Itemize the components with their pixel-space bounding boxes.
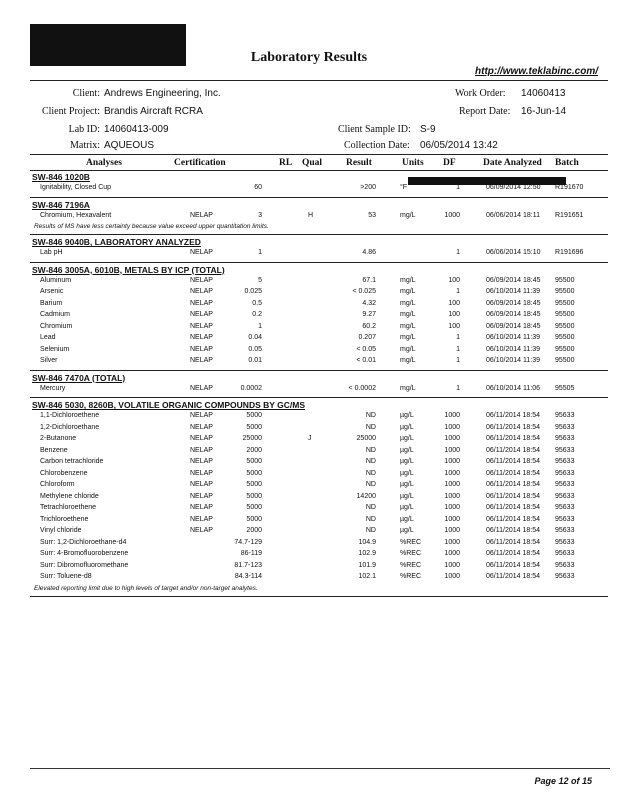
section-title: SW-846 5030, 8260B, VOLATILE ORGANIC COMPOUNDS BY GC/MS <box>32 400 305 410</box>
units: µg/L <box>400 446 414 454</box>
certification: NELAP <box>190 527 213 534</box>
table-row <box>0 539 618 550</box>
dilution-factor: 1 <box>456 357 460 364</box>
result-value: < 0.05 <box>356 345 376 353</box>
analyte-name: 1,1-Dichloroethene <box>40 412 100 419</box>
result-value: ND <box>365 527 376 534</box>
section-title: SW-846 9040B, LABORATORY ANALYZED <box>32 237 201 247</box>
dilution-factor: 1000 <box>444 561 460 569</box>
units: mg/L <box>400 384 416 392</box>
date-analyzed: 06/11/2014 18:54 <box>486 469 540 477</box>
analyte-name: Chloroform <box>40 481 75 488</box>
analyte-name: Methylene chloride <box>40 492 99 500</box>
reporting-limit: 5000 <box>246 481 262 488</box>
batch-id: 95633 <box>555 481 575 488</box>
batch-id: 95633 <box>555 550 575 557</box>
dilution-factor: 1000 <box>444 211 460 219</box>
result-value: 9.27 <box>362 311 376 318</box>
units: µg/L <box>400 412 414 419</box>
batch-id: 95500 <box>555 345 575 353</box>
reporting-limit: 0.025 <box>244 288 262 295</box>
units: µg/L <box>400 504 414 511</box>
report-date-label: Report Date: <box>459 106 511 117</box>
batch-id: R191696 <box>555 249 584 256</box>
result-value: 53 <box>368 211 376 219</box>
reporting-limit: 0.0002 <box>240 384 262 392</box>
date-analyzed: 06/11/2014 18:54 <box>486 561 540 569</box>
units: µg/L <box>400 481 414 488</box>
date-analyzed: 06/10/2014 11:39 <box>486 288 540 295</box>
reporting-limit: 1 <box>258 249 262 256</box>
date-analyzed: 06/09/2014 18:45 <box>486 311 541 318</box>
result-value: ND <box>365 504 376 511</box>
certification: NELAP <box>190 481 213 488</box>
result-value: ND <box>365 469 376 477</box>
certification: NELAP <box>190 469 213 477</box>
header-top-rule <box>30 154 608 155</box>
section-divider <box>30 370 608 371</box>
certification: NELAP <box>190 492 213 500</box>
date-analyzed: 06/10/2014 11:39 <box>486 357 540 364</box>
date-analyzed: 06/09/2014 18:45 <box>486 276 541 284</box>
batch-id: 95500 <box>555 334 575 341</box>
table-row <box>0 385 618 396</box>
section-divider <box>30 596 608 597</box>
table-row <box>0 412 618 423</box>
result-value: 104.9 <box>358 538 376 546</box>
reporting-limit: 0.05 <box>248 345 262 353</box>
result-value: 60.2 <box>362 322 376 330</box>
batch-id: 95633 <box>555 573 575 580</box>
batch-id: 95633 <box>555 469 575 477</box>
result-value: ND <box>365 458 376 465</box>
date-analyzed: 06/10/2014 11:39 <box>486 334 540 341</box>
table-row <box>0 249 618 260</box>
table-row <box>0 300 618 311</box>
certification: NELAP <box>190 322 213 330</box>
reporting-limit: 5000 <box>246 412 262 419</box>
dilution-factor: 1000 <box>444 446 460 454</box>
client-value: Andrews Engineering, Inc. <box>104 88 221 99</box>
table-row <box>0 357 618 368</box>
analyte-name: Surr: Toluene-d8 <box>40 573 92 580</box>
result-value: ND <box>365 515 376 523</box>
units: µg/L <box>400 515 414 523</box>
reporting-limit: 1 <box>258 322 262 330</box>
reporting-limit: 0.5 <box>252 299 262 307</box>
analyte-name: Aluminum <box>40 276 72 284</box>
qualifier: H <box>308 211 314 219</box>
table-row <box>0 346 618 357</box>
analyte-name: Barium <box>40 299 63 307</box>
date-analyzed: 06/11/2014 18:54 <box>486 527 540 534</box>
dilution-factor: 1 <box>456 288 460 295</box>
date-analyzed: 06/11/2014 18:54 <box>486 538 540 546</box>
result-value: ND <box>365 423 376 431</box>
analyte-name: Surr: Dibromofluoromethane <box>40 561 129 569</box>
col-units: Units <box>402 158 424 168</box>
certification: NELAP <box>190 458 213 465</box>
date-analyzed: 06/11/2014 18:54 <box>486 573 540 580</box>
batch-id: 95633 <box>555 527 575 534</box>
section-divider <box>30 262 608 263</box>
units: µg/L <box>400 492 414 500</box>
dilution-factor: 1000 <box>444 515 460 523</box>
units: mg/L <box>400 357 416 364</box>
reporting-limit: 60 <box>254 184 262 191</box>
dilution-factor: 1 <box>456 334 460 341</box>
batch-id: 95500 <box>555 311 575 318</box>
analyte-name: Vinyl chloride <box>40 527 82 534</box>
analyte-name: Selenium <box>40 345 70 353</box>
certification: NELAP <box>190 504 213 511</box>
sample-id-label: Client Sample ID: <box>338 124 411 135</box>
result-value: 25000 <box>356 435 376 442</box>
reporting-limit: 74.7-129 <box>234 538 262 546</box>
matrix-value: AQUEOUS <box>104 140 155 151</box>
result-value: < 0.0002 <box>348 384 376 392</box>
section-note: Elevated reporting limit due to high levels of target and/or non-target analytes. <box>34 584 258 592</box>
certification: NELAP <box>190 357 213 364</box>
date-analyzed: 06/11/2014 18:54 <box>486 550 540 557</box>
collection-value: 06/05/2014 13:42 <box>420 140 498 151</box>
section-title: SW-846 7470A (TOTAL) <box>32 372 126 383</box>
reporting-limit: 0.04 <box>248 334 262 341</box>
result-value: 14200 <box>356 492 376 500</box>
result-value: 102.9 <box>358 550 376 557</box>
batch-id: 95633 <box>555 412 575 419</box>
certification: NELAP <box>190 334 213 341</box>
reporting-limit: 86-119 <box>240 550 262 557</box>
table-row <box>0 470 618 481</box>
table-row <box>0 424 618 435</box>
col-certification: Certification <box>174 158 226 168</box>
batch-id: R191670 <box>555 184 584 191</box>
batch-id: R191651 <box>555 211 584 219</box>
reporting-limit: 5000 <box>246 469 262 477</box>
sample-id-value: S-9 <box>420 124 436 135</box>
dilution-factor: 1000 <box>444 481 460 488</box>
reporting-limit: 5000 <box>246 458 262 465</box>
date-analyzed: 06/10/2014 11:06 <box>486 384 540 392</box>
col-rl: RL <box>279 158 293 168</box>
units: %REC <box>400 573 422 580</box>
dilution-factor: 1000 <box>444 573 460 580</box>
col-result: Result <box>346 158 372 168</box>
dilution-factor: 100 <box>448 276 460 284</box>
units: mg/L <box>400 322 416 330</box>
analyte-name: Cadmium <box>40 311 70 318</box>
dilution-factor: 1000 <box>444 492 460 500</box>
units: mg/L <box>400 288 416 295</box>
certification: NELAP <box>190 515 213 523</box>
analyte-name: Tetrachloroethene <box>40 504 97 511</box>
analyte-name: Silver <box>40 357 58 364</box>
table-row <box>0 184 618 195</box>
date-analyzed: 06/09/2014 12:50 <box>486 184 541 191</box>
analyte-name: Ignitability, Closed Cup <box>40 184 112 191</box>
section-title: SW-846 1020B <box>32 172 90 182</box>
batch-id: 95633 <box>555 435 575 442</box>
units: %REC <box>400 561 422 569</box>
certification: NELAP <box>190 288 213 295</box>
date-analyzed: 06/11/2014 18:54 <box>486 446 540 454</box>
table-row <box>0 212 618 223</box>
reporting-limit: 5000 <box>246 504 262 511</box>
result-value: 101.9 <box>358 561 376 569</box>
reporting-limit: 0.2 <box>252 311 262 318</box>
date-analyzed: 06/11/2014 18:54 <box>486 423 540 431</box>
certification: NELAP <box>190 423 213 431</box>
project-value: Brandis Aircraft RCRA <box>104 106 203 117</box>
units: °F <box>400 184 408 191</box>
units: µg/L <box>400 469 414 477</box>
analyte-name: Trichloroethene <box>40 515 89 523</box>
batch-id: 95633 <box>555 423 575 431</box>
table-row <box>0 504 618 515</box>
certification: NELAP <box>190 211 213 219</box>
dilution-factor: 1000 <box>444 435 460 442</box>
dilution-factor: 1000 <box>444 504 460 511</box>
dilution-factor: 1000 <box>444 527 460 534</box>
analyte-name: 2-Butanone <box>40 435 77 442</box>
table-row <box>0 311 618 322</box>
batch-id: 95505 <box>555 384 575 392</box>
col-qual: Qual <box>302 158 323 168</box>
project-label: Client Project: <box>41 106 100 117</box>
analyte-name: Lead <box>40 334 56 341</box>
page-title: Laboratory Results <box>250 50 368 65</box>
reporting-limit: 5 <box>258 276 262 284</box>
result-value: < 0.01 <box>356 357 376 364</box>
col-analyses: Analyses <box>86 158 122 168</box>
dilution-factor: 100 <box>448 299 460 307</box>
table-row <box>0 527 618 538</box>
lab-id-label: Lab ID: <box>68 124 100 135</box>
date-analyzed: 06/06/2014 18:11 <box>486 211 540 219</box>
certification: NELAP <box>190 446 213 454</box>
certification: NELAP <box>190 311 213 318</box>
result-value: 102.1 <box>358 573 376 580</box>
table-row <box>0 323 618 334</box>
result-value: ND <box>365 412 376 419</box>
units: mg/L <box>400 299 416 307</box>
certification: NELAP <box>190 276 213 284</box>
batch-id: 95633 <box>555 492 575 500</box>
dilution-factor: 1000 <box>444 550 460 557</box>
batch-id: 95500 <box>555 276 575 284</box>
batch-id: 95633 <box>555 504 575 511</box>
reporting-limit: 5000 <box>246 515 262 523</box>
dilution-factor: 1 <box>456 249 460 256</box>
analyte-name: Surr: 4-Bromofluorobenzene <box>40 550 129 557</box>
date-analyzed: 06/06/2014 15:10 <box>486 249 541 256</box>
result-value: ND <box>365 481 376 488</box>
units: mg/L <box>400 211 416 219</box>
reporting-limit: 81.7-123 <box>234 561 262 569</box>
batch-id: 95633 <box>555 458 575 465</box>
collection-label: Collection Date: <box>344 140 410 151</box>
reporting-limit: 5000 <box>246 423 262 431</box>
dilution-factor: 1000 <box>444 412 460 419</box>
qualifier: J <box>308 435 312 442</box>
table-row <box>0 481 618 492</box>
col-date-analyzed: Date Analyzed <box>483 158 542 168</box>
website-link[interactable]: http://www.teklabinc.com/ <box>475 66 598 77</box>
page-number: Page 12 of 15 <box>534 776 592 786</box>
table-row <box>0 458 618 469</box>
units: %REC <box>400 538 422 546</box>
analyte-name: Chromium <box>40 322 73 330</box>
analyte-name: Lab pH <box>40 249 63 256</box>
date-analyzed: 06/09/2014 18:45 <box>486 322 541 330</box>
section-title: SW-846 7196A <box>32 199 90 210</box>
units: µg/L <box>400 423 414 431</box>
divider <box>30 80 608 81</box>
table-row <box>0 516 618 527</box>
date-analyzed: 06/11/2014 18:54 <box>486 481 540 488</box>
batch-id: 95633 <box>555 515 575 523</box>
units: µg/L <box>400 435 414 442</box>
client-label: Client: <box>72 88 100 99</box>
table-row <box>0 435 618 446</box>
reporting-limit: 0.01 <box>248 357 262 364</box>
dilution-factor: 100 <box>448 322 460 330</box>
date-analyzed: 06/11/2014 18:54 <box>486 504 540 511</box>
reporting-limit: 2000 <box>246 527 262 534</box>
certification: NELAP <box>190 384 213 392</box>
table-row <box>0 277 618 288</box>
analyte-name: Surr: 1,2-Dichloroethane-d4 <box>40 538 127 546</box>
table-row <box>0 334 618 345</box>
work-order-value: 14060413 <box>521 88 566 99</box>
result-value: 0.207 <box>358 334 376 341</box>
section-divider <box>30 197 608 198</box>
units: µg/L <box>400 458 414 465</box>
lab-id-value: 14060413-009 <box>104 124 169 135</box>
batch-id: 95500 <box>555 299 575 307</box>
analyte-name: Chlorobenzene <box>40 469 88 477</box>
table-row <box>0 550 618 561</box>
units: mg/L <box>400 276 416 284</box>
result-value: 4.32 <box>362 299 376 307</box>
units: %REC <box>400 550 422 557</box>
dilution-factor: 1000 <box>444 538 460 546</box>
work-order-label: Work Order: <box>455 88 506 99</box>
date-analyzed: 06/09/2014 18:45 <box>486 299 541 307</box>
date-analyzed: 06/11/2014 18:54 <box>486 412 540 419</box>
reporting-limit: 3 <box>258 211 262 219</box>
certification: NELAP <box>190 345 213 353</box>
section-divider <box>30 397 608 398</box>
section-note: Results of MS have less certainty because value exceed upper quantitation limits. <box>34 223 269 230</box>
dilution-factor: 1000 <box>444 423 460 431</box>
result-value: ND <box>365 446 376 454</box>
section-title: SW-846 3005A, 6010B, METALS BY ICP (TOTAL) <box>32 264 225 275</box>
certification: NELAP <box>190 435 213 442</box>
result-value: 4.86 <box>362 249 376 256</box>
analyte-name: Carbon tetrachloride <box>40 458 104 465</box>
units: mg/L <box>400 345 416 353</box>
date-analyzed: 06/11/2014 18:54 <box>486 435 540 442</box>
section-divider <box>30 234 608 235</box>
table-row <box>0 447 618 458</box>
certification: NELAP <box>190 412 213 419</box>
date-analyzed: 06/10/2014 11:39 <box>486 345 540 353</box>
footer-rule <box>30 768 610 769</box>
certification: NELAP <box>190 249 213 256</box>
batch-id: 95500 <box>555 357 575 364</box>
matrix-label: Matrix: <box>70 140 100 151</box>
result-value: 67.1 <box>362 276 376 284</box>
analyte-name: Mercury <box>40 384 66 392</box>
col-df: DF <box>443 158 456 168</box>
units: mg/L <box>400 311 416 318</box>
analyte-name: Chromium, Hexavalent <box>40 211 112 219</box>
table-row <box>0 573 618 584</box>
date-analyzed: 06/11/2014 18:54 <box>486 515 540 523</box>
dilution-factor: 1000 <box>444 458 460 465</box>
units: mg/L <box>400 334 416 341</box>
reporting-limit: 2000 <box>246 446 262 454</box>
certification: NELAP <box>190 299 213 307</box>
result-value: >200 <box>360 184 376 191</box>
analyte-name: 1,2-Dichloroethane <box>40 423 100 431</box>
units: µg/L <box>400 527 414 534</box>
table-row <box>0 562 618 573</box>
analyte-name: Arsenic <box>40 288 64 295</box>
date-analyzed: 06/11/2014 18:54 <box>486 492 540 500</box>
dilution-factor: 1 <box>456 345 460 353</box>
dilution-factor: 1 <box>456 384 460 392</box>
dilution-factor: 1 <box>456 184 460 191</box>
analyte-name: Benzene <box>40 446 68 454</box>
header-bottom-rule <box>30 170 608 171</box>
col-batch: Batch <box>555 158 579 168</box>
date-analyzed: 06/11/2014 18:54 <box>486 458 540 465</box>
batch-id: 95633 <box>555 561 575 569</box>
table-row <box>0 493 618 504</box>
batch-id: 95500 <box>555 322 575 330</box>
dilution-factor: 1000 <box>444 469 460 477</box>
result-value: < 0.025 <box>352 288 376 295</box>
reporting-limit: 84.3-114 <box>234 573 262 580</box>
report-date-value: 16-Jun-14 <box>521 106 567 117</box>
reporting-limit: 5000 <box>246 492 262 500</box>
table-row <box>0 288 618 299</box>
reporting-limit: 25000 <box>242 435 262 442</box>
batch-id: 95633 <box>555 446 575 454</box>
batch-id: 95500 <box>555 288 575 295</box>
batch-id: 95633 <box>555 538 575 546</box>
dilution-factor: 100 <box>448 311 460 318</box>
